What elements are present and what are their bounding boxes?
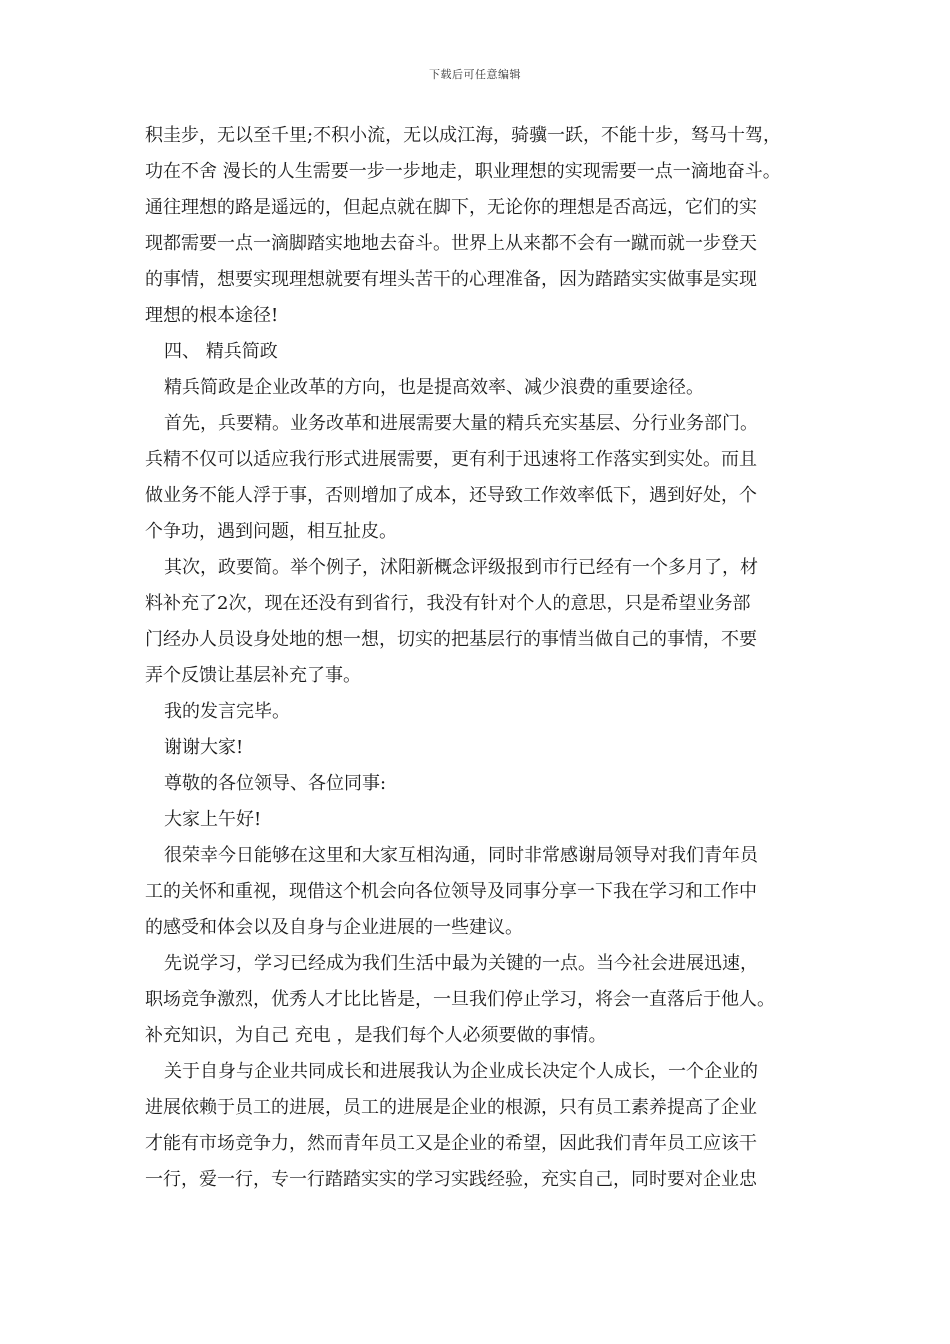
text-line: 的感受和体会以及自身与企业进展的一些建议。 (145, 917, 523, 938)
text-line: 现都需要一点一滴脚踏实地地去奋斗。世界上从来都不会有一蹴而就一步登天 (145, 233, 757, 254)
text-line: 才能有市场竞争力，然而青年员工又是企业的希望，因此我们青年员工应该干 (145, 1133, 757, 1154)
text-line: 弄个反馈让基层补充了事。 (145, 665, 361, 686)
text-line: 精兵简政是企业改革的方向，也是提高效率、减少浪费的重要途径。 (164, 377, 704, 398)
text-line: 料补充了2次，现在还没有到省行，我没有针对个人的意思，只是希望业务部 (145, 593, 751, 614)
text-line: 的事情，想要实现理想就要有埋头苦干的心理准备，因为踏踏实实做事是实现 (145, 269, 757, 290)
text-line: 个争功，遇到问题，相互扯皮。 (145, 521, 397, 542)
text-line: 关于自身与企业共同成长和进展我认为企业成长决定个人成长，一个企业的 (164, 1061, 758, 1082)
text-line: 谢谢大家! (164, 737, 244, 758)
text-line: 很荣幸今日能够在这里和大家互相沟通，同时非常感谢局领导对我们青年员 (164, 845, 758, 866)
text-line: 职场竞争激烈，优秀人才比比皆是，一旦我们停止学习，将会一直落后于他人。 (145, 989, 775, 1010)
text-line: 兵精不仅可以适应我行形式进展需要，更有利于迅速将工作落实到实处。而且 (145, 449, 757, 470)
text-line: 先说学习，学习已经成为我们生活中最为关键的一点。当今社会进展迅速， (164, 953, 758, 974)
text-line: 一行，爱一行，专一行踏踏实实的学习实践经验，充实自己，同时要对企业忠 (145, 1169, 757, 1190)
greeting-line: 大家上午好! (164, 809, 262, 830)
text-line: 功在不舍 漫长的人生需要一步一步地走，职业理想的实现需要一点一滴地奋斗。 (145, 161, 781, 182)
text-line: 我的发言完毕。 (164, 701, 290, 722)
text-line: 积圭步，无以至千里;不积小流，无以成江海，骑骥一跃，不能十步，驽马十驾， (145, 125, 782, 146)
text-line: 进展依赖于员工的进展，员工的进展是企业的根源，只有员工素养提高了企业 (145, 1097, 757, 1118)
text-line: 门经办人员设身处地的想一想，切实的把基层行的事情当做自己的事情，不要 (145, 629, 757, 650)
document-body (145, 118, 817, 1198)
text-line: 理想的根本途径! (145, 305, 279, 326)
text-line: 通往理想的路是遥远的，但起点就在脚下，无论你的理想是否高远，它们的实 (145, 197, 757, 218)
text-line: 补充知识，为自己 充电 ，是我们每个人必须要做的事情。 (145, 1025, 607, 1046)
text-line: 首先，兵要精。业务改革和进展需要大量的精兵充实基层、分行业务部门。 (164, 413, 758, 434)
text-line: 工的关怀和重视，现借这个机会向各位领导及同事分享一下我在学习和工作中 (145, 881, 757, 902)
text-line: 做业务不能人浮于事，否则增加了成本，还导致工作效率低下，遇到好处，个 (145, 485, 757, 506)
section-heading: 四、 精兵简政 (164, 341, 278, 362)
salutation-line: 尊敬的各位领导、各位同事: (164, 773, 387, 794)
text-line: 其次，政要简。举个例子，沭阳新概念评级报到市行已经有一个多月了，材 (164, 557, 758, 578)
page-header: 下载后可任意编辑 (429, 68, 521, 81)
